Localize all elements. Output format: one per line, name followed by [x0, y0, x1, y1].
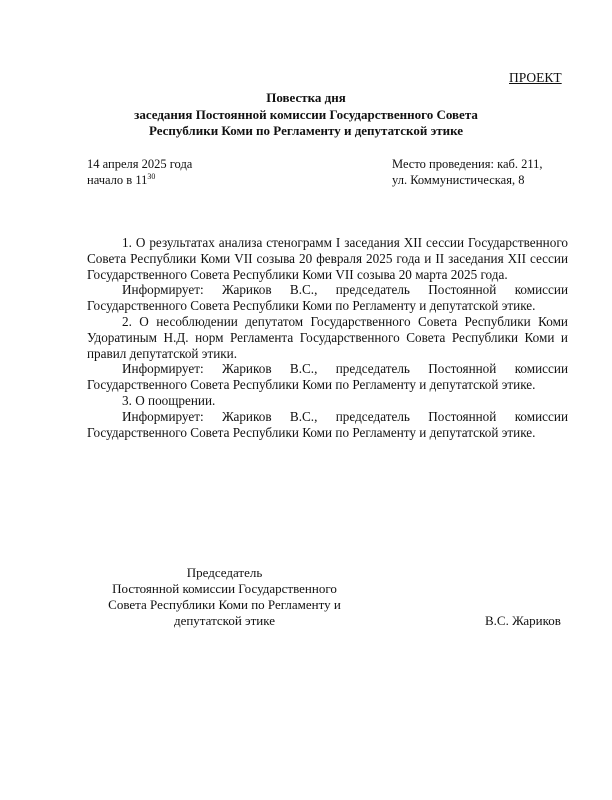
meeting-start-minutes: 30: [147, 172, 156, 181]
meeting-time: [87, 156, 192, 188]
meeting-start: [87, 172, 192, 188]
signature-line-1: Председатель: [186, 565, 263, 580]
agenda-item-1-topic: 1. О результатах анализа стенограмм I заседания XII сессии Государственного Совета Республики Коми VII созыва 20 февраля 2025 года и II заседания XII сессии Государственного Совета Республики Коми VII созыва 20 марта 2025 года.: [87, 235, 568, 282]
place-line-2: ул. Коммунистическая, 8: [392, 173, 525, 187]
place-line-1: Место проведения: каб. 211,: [392, 157, 543, 171]
agenda-item-2-topic: 2. О несоблюдении депутатом Государственного Совета Республики Коми Удоратиным Н.Д. норм Регламента Государственного Совета Республики Коми и правил депутатской этики.: [87, 313, 568, 361]
meeting-place: [392, 156, 543, 188]
agenda-item-3-speaker: Информирует: Жариков В.С., председатель Постоянной комиссии Государственного Совета Республики Коми по Регламенту и депутатской этике.: [87, 408, 568, 440]
signature-line-4: депутатской этике: [173, 613, 276, 628]
draft-stamp: ПРОЕКТ: [509, 70, 562, 85]
title-line-1: Повестка дня: [266, 90, 346, 105]
agenda-item-2-speaker: Информирует: Жариков В.С., председатель Постоянной комиссии Государственного Совета Республики Коми по Регламенту и депутатской этике.: [87, 361, 568, 393]
meeting-start-hour: начало в 11: [87, 173, 148, 187]
agenda-list: [87, 235, 568, 440]
agenda-item-1-speaker: Информирует: Жариков В.С., председатель Постоянной комиссии Государственного Совета Республики Коми по Регламенту и депутатской этике.: [87, 282, 568, 314]
document-title: [0, 90, 612, 140]
signature-line-3: Совета Республики Коми по Регламенту и: [108, 597, 341, 612]
agenda-item-3-topic: 3. О поощрении.: [122, 392, 216, 408]
meeting-date: 14 апреля 2025 года: [87, 157, 193, 171]
signer-name: В.С. Жариков: [485, 613, 561, 628]
signature-line-2: Постоянной комиссии Государственного: [112, 581, 337, 596]
title-line-2: заседания Постоянной комиссии Государственного Совета: [134, 106, 478, 122]
signature-title: [87, 565, 362, 629]
title-line-3: Республики Коми по Регламенту и депутатской этике: [148, 123, 464, 138]
